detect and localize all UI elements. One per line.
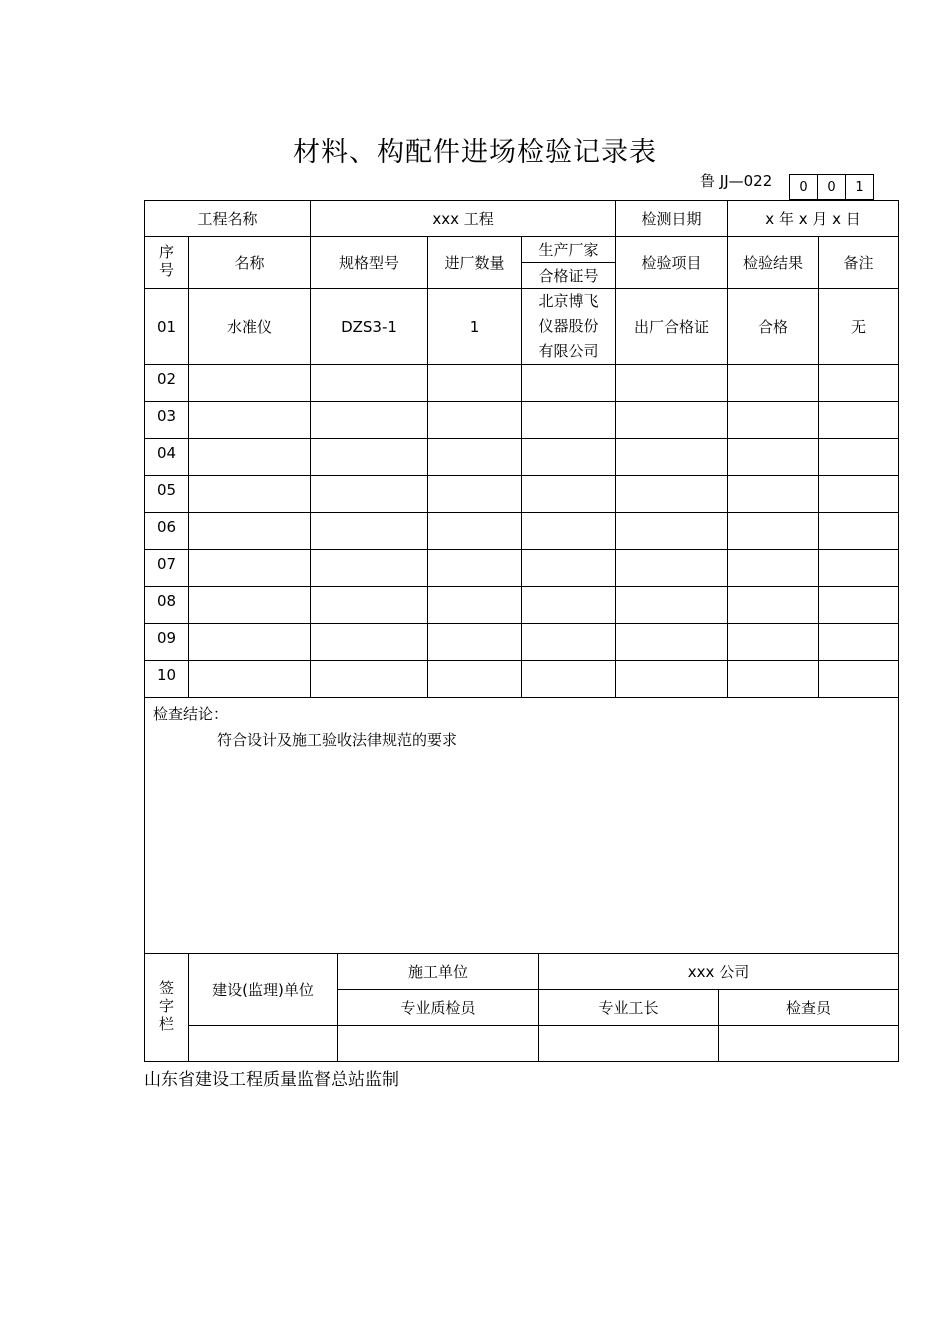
row-seq: 06: [145, 513, 189, 550]
owner-signature-cell: [189, 1026, 338, 1062]
row-result: [728, 661, 819, 698]
row-item: [616, 365, 728, 402]
row-qty: [428, 476, 522, 513]
row-remark: 无: [819, 289, 899, 365]
date-label: 检测日期: [616, 201, 728, 237]
qc-signature-cell: [338, 1026, 539, 1062]
row-remark: [819, 476, 899, 513]
row-remark: [819, 624, 899, 661]
signature-table: [144, 953, 899, 1062]
conclusion-label: 检查结论：: [153, 705, 229, 723]
header-maker: 生产厂家: [522, 237, 616, 263]
row-name: [189, 624, 311, 661]
row-result: [728, 624, 819, 661]
row-result: [728, 365, 819, 402]
table-row: [145, 624, 899, 661]
serial-digit-3: 1: [846, 175, 874, 200]
row-spec: [311, 513, 428, 550]
project-row: [145, 201, 899, 237]
project-name-label: 工程名称: [145, 201, 311, 237]
row-seq: 10: [145, 661, 189, 698]
row-spec: [311, 402, 428, 439]
row-name: [189, 439, 311, 476]
row-qty: [428, 661, 522, 698]
row-maker: [522, 513, 616, 550]
row-remark: [819, 587, 899, 624]
row-qty: [428, 439, 522, 476]
row-spec: [311, 661, 428, 698]
row-item: [616, 587, 728, 624]
row-maker: [522, 439, 616, 476]
row-result: [728, 439, 819, 476]
row-spec: [311, 476, 428, 513]
signature-section-text: 签字栏: [158, 979, 174, 1033]
table-row: [145, 402, 899, 439]
header-cert: 合格证号: [522, 263, 616, 289]
table-row: [145, 365, 899, 402]
page-title: 材料、构配件进场检验记录表: [293, 137, 657, 168]
foreman-label: 专业工长: [539, 990, 719, 1026]
row-item: [616, 439, 728, 476]
row-qty: 1: [428, 289, 522, 365]
owner-label: 建设(监理)单位: [189, 954, 338, 1026]
row-remark: [819, 365, 899, 402]
row-name: 水准仪: [189, 289, 311, 365]
row-qty: [428, 402, 522, 439]
row-remark: [819, 550, 899, 587]
row-remark: [819, 513, 899, 550]
footer-issuer: 山东省建设工程质量监督总站监制: [144, 1070, 399, 1090]
table-row: [145, 476, 899, 513]
table-row: [145, 661, 899, 698]
row-remark: [819, 402, 899, 439]
row-name: [189, 513, 311, 550]
row-spec: [311, 365, 428, 402]
header-qty: 进厂数量: [428, 237, 522, 289]
qc-label: 专业质检员: [338, 990, 539, 1026]
row-seq: 01: [145, 289, 189, 365]
header-seq: [145, 237, 189, 289]
row-result: [728, 402, 819, 439]
row-qty: [428, 587, 522, 624]
header-remark: 备注: [819, 237, 899, 289]
conclusion-cell: [145, 698, 899, 954]
serial-digit-2: 0: [818, 175, 846, 200]
row-maker: [522, 365, 616, 402]
row-seq: 04: [145, 439, 189, 476]
header-result: 检验结果: [728, 237, 819, 289]
row-result: 合格: [728, 289, 819, 365]
date-value: x 年 x 月 x 日: [728, 201, 899, 237]
row-qty: [428, 365, 522, 402]
project-name-value: xxx 工程: [311, 201, 616, 237]
row-item: [616, 402, 728, 439]
row-item: [616, 476, 728, 513]
row-seq: 05: [145, 476, 189, 513]
row-spec: DZS3-1: [311, 289, 428, 365]
row-item: [616, 550, 728, 587]
inspector-label: 检查员: [719, 990, 899, 1026]
table-row: [145, 587, 899, 624]
row-maker-text: 北京博飞仪器股份有限公司: [538, 292, 599, 360]
row-result: [728, 587, 819, 624]
row-item: [616, 661, 728, 698]
row-remark: [819, 661, 899, 698]
table-row: [145, 439, 899, 476]
row-maker: [522, 476, 616, 513]
inspection-table: [144, 200, 899, 954]
table-row: [145, 289, 899, 365]
signature-row-1: [145, 954, 899, 990]
row-item: [616, 624, 728, 661]
row-spec: [311, 550, 428, 587]
contractor-label: 施工单位: [338, 954, 539, 990]
row-seq: 03: [145, 402, 189, 439]
foreman-signature-cell: [539, 1026, 719, 1062]
row-spec: [311, 439, 428, 476]
row-qty: [428, 550, 522, 587]
row-name: [189, 402, 311, 439]
row-seq: 09: [145, 624, 189, 661]
row-name: [189, 476, 311, 513]
conclusion-row: [145, 698, 899, 954]
row-name: [189, 661, 311, 698]
header-row: [145, 237, 899, 263]
row-maker: [522, 587, 616, 624]
row-maker: [522, 550, 616, 587]
row-item: [616, 513, 728, 550]
row-item: 出厂合格证: [616, 289, 728, 365]
row-seq: 08: [145, 587, 189, 624]
row-result: [728, 476, 819, 513]
table-row: [145, 550, 899, 587]
row-result: [728, 550, 819, 587]
table-row: [145, 513, 899, 550]
signature-row-3: [145, 1026, 899, 1062]
contractor-value: xxx 公司: [539, 954, 899, 990]
row-seq: 02: [145, 365, 189, 402]
row-maker: [522, 661, 616, 698]
row-name: [189, 365, 311, 402]
row-qty: [428, 513, 522, 550]
row-spec: [311, 624, 428, 661]
conclusion-text: 符合设计及施工验收法律规范的要求: [217, 731, 458, 749]
header-name: 名称: [189, 237, 311, 289]
row-maker: [522, 289, 616, 365]
row-remark: [819, 439, 899, 476]
header-spec: 规格型号: [311, 237, 428, 289]
row-seq: 07: [145, 550, 189, 587]
signature-section-label: [145, 954, 189, 1062]
header-seq-text: 序号: [158, 243, 174, 279]
row-maker: [522, 624, 616, 661]
serial-digit-1: 0: [790, 175, 818, 200]
form-code: 鲁 JJ—022: [700, 172, 773, 190]
row-maker: [522, 402, 616, 439]
row-qty: [428, 624, 522, 661]
row-result: [728, 513, 819, 550]
serial-number-boxes: [789, 174, 874, 200]
row-name: [189, 550, 311, 587]
row-name: [189, 587, 311, 624]
row-spec: [311, 587, 428, 624]
inspector-signature-cell: [719, 1026, 899, 1062]
header-item: 检验项目: [616, 237, 728, 289]
